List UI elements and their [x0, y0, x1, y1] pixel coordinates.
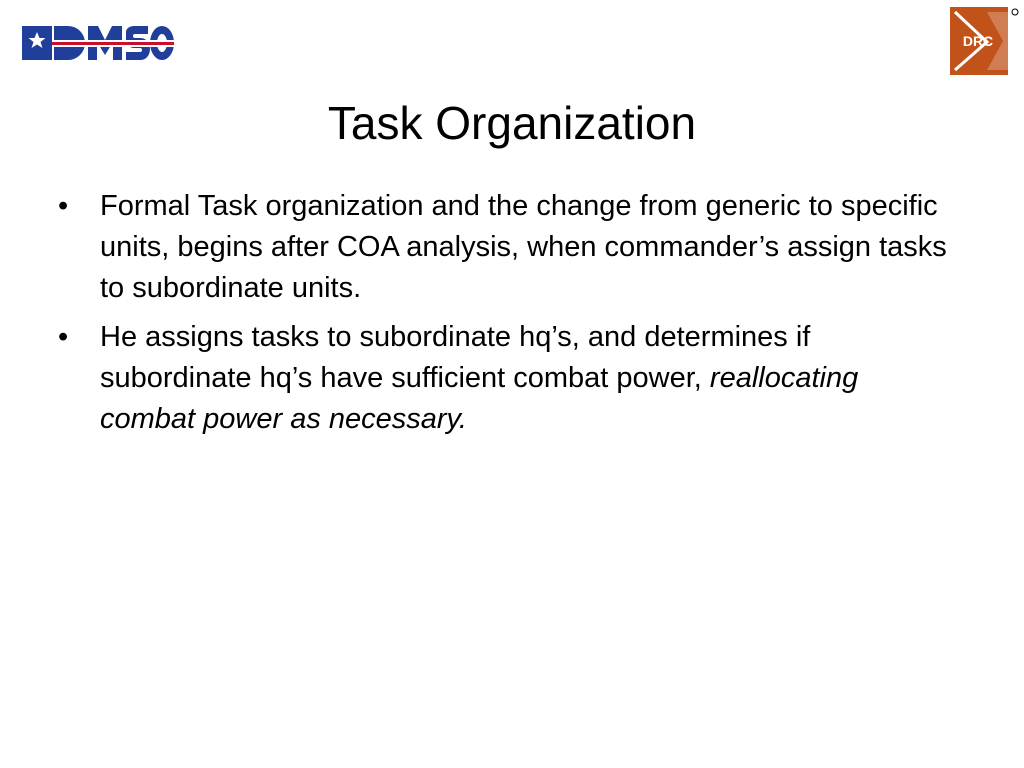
bullet-icon: • — [58, 321, 69, 353]
bullet-text-italic: reallocating combat power as necessary. — [100, 362, 859, 435]
bullet-item — [58, 317, 958, 440]
drc-logo — [947, 4, 1021, 78]
bullet-text: Formal Task organization and the change from generic to specific units, begins after COA analysis, when commander’s assign tasks to subordinate units. — [100, 190, 947, 304]
bullet-icon: • — [58, 190, 69, 222]
bullet-list — [58, 186, 958, 448]
bullet-item — [58, 186, 958, 309]
slide-title: Task Organization — [327, 97, 697, 149]
bullet-text: He assigns tasks to subordinate hq’s, and determines if subordinate hq’s have sufficient combat power, — [100, 321, 811, 394]
dmso-logo — [22, 22, 174, 64]
drc-logo-text: DRC — [962, 33, 994, 49]
